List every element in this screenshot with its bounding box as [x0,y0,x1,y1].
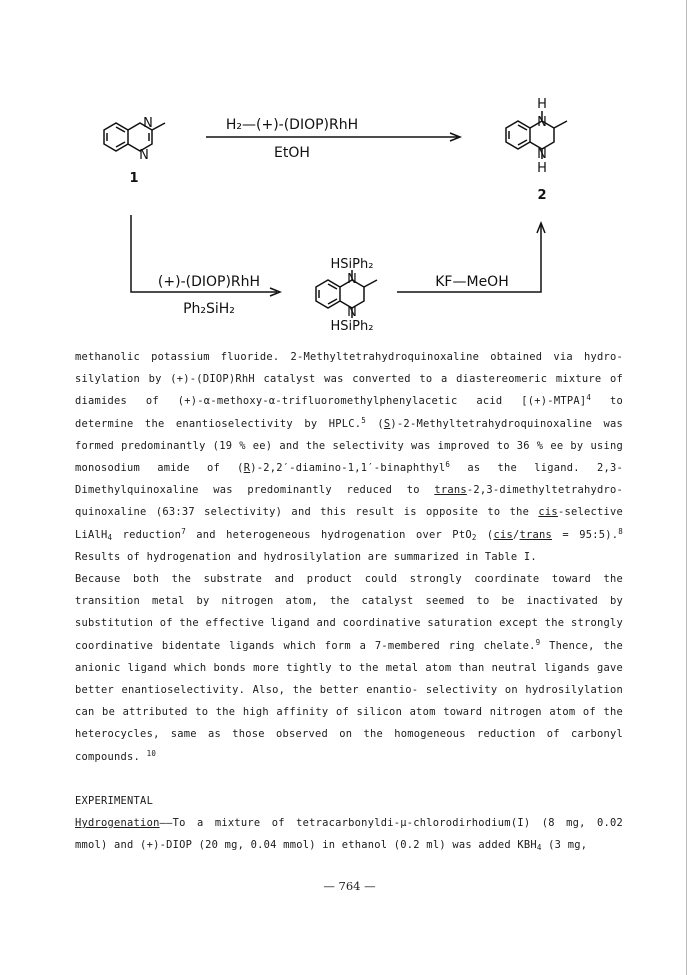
compound-2-label: 2 [537,188,547,203]
atom-n-top-c1: N [143,116,153,131]
section-heading-experimental: EXPERIMENTAL [75,794,154,807]
reaction-scheme [0,0,699,340]
body-text [75,346,623,856]
paragraph-coordination: Because both the substrate and product could strongly coordinate toward the transition metal by nitrogen atom, the catalyst seemed to be inactivated by substitution of the effective ligand and coordinative saturation except the strongly coordinative bidentate ligands which form a 7-membered ring chelate.$^9$ Thence, the anionic ligand which bonds more tightly to the metal atom than neutral ligands gave better enantioselectivity. Also, the better enantio- selectivity on hydrosilylation can be attributed to the high affinity of silicon atom toward nitrogen atom of the heterocycles, same as those observed on the homogeneous reduction of carbonyl compounds. $^{10}$ [75,573,624,763]
compound-1-structure [104,123,165,151]
paragraph-hydrogenation: Hydrogenation——To a mixture of tetracarbonyldi-μ-chlorodirhodium(I) (8 mg, 0.02 mmol) and (+)-DIOP (20 mg, 0.04 mmol) in ethanol (0.2 ml) was added $KBH_4$ (3 mg, [75,817,623,853]
page-number: — 764 — [323,879,376,893]
atom-h-bottom-c2: H [537,161,547,176]
atom-n-top-c2: N [537,115,547,130]
compound-1-label: 1 [129,171,139,186]
atom-hsiph2-top: HSiPh₂ [330,257,374,272]
top-arrow-solvent: EtOH [274,145,310,161]
atom-hsiph2-bottom: HSiPh₂ [330,319,374,334]
atom-n-top-int: N [347,272,357,287]
atom-h-top-c2: H [537,97,547,112]
paragraph-discussion: methanolic potassium fluoride. 2-Methyltetrahydroquinoxaline obtained via hydro- silylation by (+)-(DIOP)RhH catalyst was converted to a diastereomeric mixture of diamides of (+)-α-methoxy-α-trifluoromethylphenylacetic acid [(+)-MTPA]$^4$ to determine the enantioselectivity by HPLC.$^5$ (S)-2-Methyltetrahydroquinoxaline was formed predominantly (19 % ee) and the selectivity was improved to 36 % ee by using monosodium amide of (R)-2,2′-diamino-1,1′-binaphthyl$^6$ as the ligand. 2,3- Dimethylquinoxaline was predominantly reduced to trans-2,3-dimethyltetrahydro- quinoxaline (63:37 selectivity) and this result is opposite to the cis-selective LiAlH$_4$ reduction$^7$ and heterogeneous hydrogenation over PtO$_2$ (cis/trans = 95:5).$^8$ Results of hydrogenation and hydrosilylation are summarized in Table I. [75,351,623,563]
lower-right-reagent: KF—MeOH [435,274,509,290]
lower-left-reagent-2: Ph₂SiH₂ [183,301,235,317]
atom-n-bottom-c2: N [537,147,547,162]
lower-left-reagent-1: (+)-(DIOP)RhH [157,274,261,290]
atom-n-bottom-c1: N [139,148,149,163]
atom-n-bottom-int: N [347,305,357,320]
top-arrow-reagent: H₂—(+)-(DIOP)RhH [225,117,359,133]
